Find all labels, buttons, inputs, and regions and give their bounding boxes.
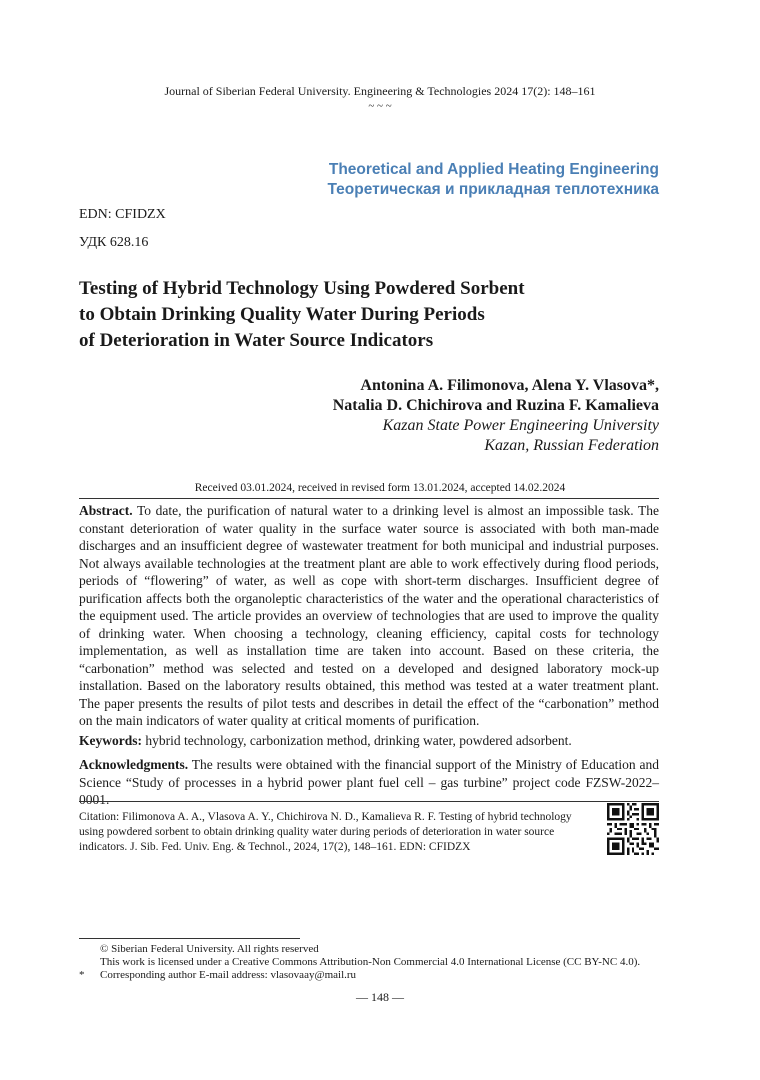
abstract [79, 502, 659, 730]
footnote-copyright: © Siberian Federal University. All rights reserved [100, 943, 319, 955]
acknowledgments-text: The results were obtained with the financial support of the Ministry of Education and Science “Study of processes in a hybrid power plant fuel cell – gas turbine” project code FZSW-2022–0001. [79, 757, 659, 807]
authors-line-1: Antonina A. Filimonova, Alena Y. Vlasova*, [360, 377, 659, 394]
abstract-label: Abstract. [79, 503, 133, 518]
footnotes [79, 943, 679, 982]
page-number: — 148 — [356, 990, 404, 1004]
citation: Citation: Filimonova A. A., Vlasova A. Y., Chichirova N. D., Kamalieva R. F. Testing of hybrid technology using powdered sorbent to obtain drinking quality water during periods of deterioration in water source indicators. J. Sib. Fed. Univ. Eng. & Technol., 2024, 17(2), 148–161. EDN: CFIDZX [79, 811, 572, 853]
keywords-label: Keywords: [79, 733, 142, 748]
journal-citation-header: Journal of Siberian Federal University. Engineering & Technologies 2024 17(2): 148–161 [164, 84, 596, 98]
header-ornament: ~ ~ ~ [368, 100, 392, 112]
title-line-2: to Obtain Drinking Quality Water During Periods [79, 304, 485, 325]
footnote-license: This work is licensed under a Creative Commons Attribution-Non Commercial 4.0 International License (CC BY-NC 4.0). [100, 956, 641, 968]
received-dates: Received 03.01.2024, received in revised form 13.01.2024, accepted 14.02.2024 [194, 482, 566, 494]
title-line-1: Testing of Hybrid Technology Using Powdered Sorbent [79, 278, 525, 299]
footnote-asterisk: * [79, 969, 85, 981]
udk-code: УДК 628.16 [79, 235, 149, 250]
section-title-en: Theoretical and Applied Heating Engineering [328, 161, 659, 178]
abstract-text: To date, the purification of natural water to a drinking level is almost an impossible task. The constant deterioration of water quality in the surface water source is associated with both man-made discharges and an insufficient degree of wastewater treatment for both municipal and industrial purposes. Not always available technologies at the treatment plant are able to work effectively during flood periods, periods of “flowering” of water, as well as cope with short-term discharges. Insufficient degree of purification affects both the organoleptic characteristics of the water and the operational characteristics of the equipment used. The article provides an overview of technologies that are used to improve the quality of drinking water. When choosing a technology, cleaning efficiency, capital costs for technology implementation, as well as installation time are taken into account. Based on these criteria, the “carbonation” method was selected and tested on a developed and designed laboratory mock-up installation. Based on the laboratory results obtained, this method was tested at a water treatment plant. The paper presents the results of pilot tests and describes in detail the effect of the “carbonation” method on the main indicators of water quality at critical moments of purification. [79, 503, 659, 728]
author-block [333, 376, 659, 456]
divider-top [79, 498, 659, 499]
title-line-3: of Deterioration in Water Source Indicators [79, 330, 434, 351]
footnote-rule [79, 938, 300, 939]
authors-line-2: Natalia D. Chichirova and Ruzina F. Kamalieva [332, 397, 659, 414]
keywords-text: hybrid technology, carbonization method, drinking water, powdered adsorbent. [145, 733, 572, 748]
keywords [79, 732, 659, 750]
qr-code-icon[interactable] [607, 803, 659, 855]
footnote-corresponding-text[interactable]: Corresponding author E-mail address: vlasovaay@mail.ru [100, 969, 357, 981]
section-title-ru: Теоретическая и прикладная теплотехника [327, 181, 659, 198]
edn-code: EDN: CFIDZX [79, 207, 166, 222]
divider-citation [79, 801, 659, 802]
affiliation-location: Kazan, Russian Federation [484, 437, 659, 454]
footnote-corresponding [79, 969, 679, 982]
affiliation: Kazan State Power Engineering University [382, 417, 659, 434]
article-title [79, 276, 679, 354]
acknowledgments-label: Acknowledgments. [79, 757, 189, 772]
